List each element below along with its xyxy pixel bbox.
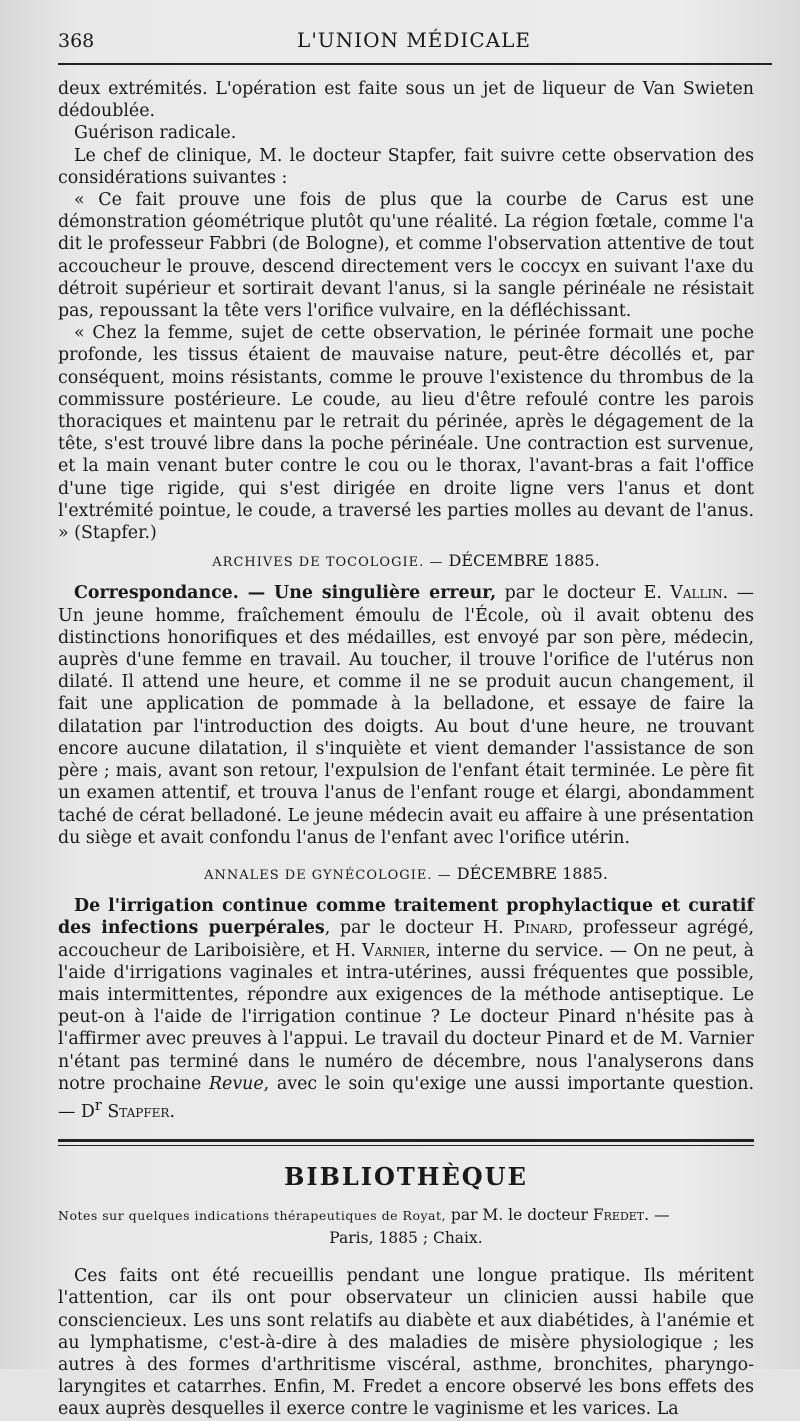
section-date: DÉCEMBRE 1885.: [448, 551, 600, 571]
quote-paragraph: « Chez la femme, sujet de cette observation, le périnée formait une poche profonde, les tissus étaient de mauvaise nature, peut-être décollés et, par conséquent, moins résistants, comme le prouve l'existence du thrombus de la commissure postérieure. Le coude, au lieu d'être refoulé contre les parois thoraciques et maintenu par le retrait du périnée, après le dégagement de la tête, s'est trouvé libre dans la poche périnéale. Une contraction est survenue, et la main venant buter contre le cou ou le thorax, l'avant-bras a fait l'office d'une tige rigide, qui s'est dirigée en droite ligne vers l'anus et dont l'extrémité pointue, le coude, a traversé les parties molles au devant de l'anus. » (Stapfer.): [58, 323, 754, 544]
article-text: par le docteur E.: [496, 583, 671, 604]
section-source: ANNALES DE GYNÉCOLOGIE. —: [204, 867, 452, 883]
section-date: DÉCEMBRE 1885.: [456, 863, 608, 883]
paragraph: Guérison radicale.: [74, 123, 237, 144]
journal-title: L'UNION MÉDICALE: [297, 28, 531, 52]
book-reference: [58, 1204, 754, 1249]
book-publication: Paris, 1885 ; Chaix.: [329, 1229, 483, 1248]
article-body: [58, 78, 754, 1421]
article-text: , interne du service. — On ne peut, à l'aide d'irrigations vaginales et intra-utérines, aussi fréquentes que possible, mais intermittentes, répondre aux exigences de la méthode antiseptique. Le peut-on à l'aide de l'irrigation continue ? Le docteur Pinard n'hésite pas à l'affirmer avec preuves à l'appui. Le travail du docteur Pinard et de M. Varnier n'étant pas terminé dans le numéro de décembre, nous l'analyserons dans notre prochaine: [58, 940, 754, 1094]
author-name: Pinard: [513, 918, 568, 939]
article-text: , professeur agrégé, accoucheur de Lariboisière, et H.: [58, 918, 754, 961]
article-text: , par le docteur H.: [324, 918, 514, 939]
book-by: par M. le docteur: [446, 1206, 593, 1225]
section-heading-annales: [58, 863, 754, 887]
book-title: Notes sur quelques indications thérapeutiques de Royat,: [58, 1208, 446, 1224]
book-author: Fredet: [592, 1206, 645, 1225]
page-number: 368: [58, 30, 95, 52]
article-lead: De l'irrigation continue comme traitement prophylactique et curatif des infections puerpérales: [58, 896, 754, 939]
section-source: ARCHIVES DE TOCOLOGIE. —: [212, 555, 444, 571]
bibliography-title: BIBLIOTHÈQUE: [284, 1161, 528, 1191]
paragraph: deux extrémités. L'opération est faite sous un jet de liqueur de Van Swieten dédoublée.: [58, 79, 754, 122]
article-text: , avec le soin qu'exige une aussi importante question. — D: [58, 1073, 754, 1122]
correspondance-paragraph: [58, 582, 754, 848]
section-heading-archives: [58, 550, 754, 574]
section-divider: [58, 1139, 754, 1146]
paragraph: Le chef de clinique, M. le docteur Stapfer, fait suivre cette observation des considérations suivantes :: [58, 145, 754, 188]
irrigation-paragraph: [58, 895, 754, 1123]
review-paragraph: Ces faits ont été recueillis pendant une longue pratique. Ils méritent l'attention, car ils ont pour observateur un clinicien aussi habile que consciencieux. Les uns sont relatifs au diabète et aux diabétides, à l'anémie et au lymphatisme, c'est-à-dire à des maladies de misère physiologique ; les autres à des formes d'arthritisme viscéral, asthme, bronchites, pharyngo-laryngites et catarrhes. Enfin, M. Fredet a encore observé les bons effets des eaux auprès desquelles il exerce contre le vaginisme et les varices. La: [58, 1266, 754, 1420]
article-lead: Correspondance. — Une singulière erreur,: [74, 583, 497, 604]
quote-paragraph: « Ce fait prouve une fois de plus que la courbe de Carus est une démonstration géométrique plutôt qu'une réalité. La région fœtale, comme l'a dit le professeur Fabbri (de Bologne), et comme l'observation attentive de tout accoucheur le prouve, descend directement vers le coccyx en suivant l'axe du détroit supérieur et sortirait devant l'anus, si la sangle périnéale ne résistait pas, repoussant la tête vers l'orifice vulvaire, en la défléchissant.: [58, 190, 754, 322]
article-text: . — Un jeune homme, fraîchement émoulu de l'École, où il avait obtenu des distinctions honorifiques et des médailles, est envoyé par son père, médecin, auprès d'une femme en travail. Au toucher, il trouve l'orifice de l'utérus non dilaté. Il attend une heure, et comme il ne se produit aucun changement, il fait une application de pommade à la belladone, et essaye de faire la dilatation par l'introduction des doigts. Au bout d'une heure, ne trouvant encore aucune dilatation, il s'inquiète et vient demander l'assistance de son père ; mais, avant son retour, l'expulsion de l'enfant était terminée. Le père fit un examen attentif, et trouva l'anus de l'enfant rouge et élargi, abondamment taché de cérat belladoné. Le jeune médecin avait eu affaire à une présentation du siège et avait confondu l'anus de l'enfant avec l'orifice utérin.: [58, 583, 754, 848]
superscript: r: [94, 1097, 102, 1114]
revue-title: Revue: [208, 1073, 264, 1094]
author-name: Vallin: [670, 583, 723, 604]
page-header: [58, 24, 770, 58]
header-rule: [58, 63, 772, 65]
book-tail: . —: [644, 1206, 670, 1225]
signature: Stapfer.: [101, 1101, 175, 1122]
author-name: Varnier: [361, 940, 426, 961]
